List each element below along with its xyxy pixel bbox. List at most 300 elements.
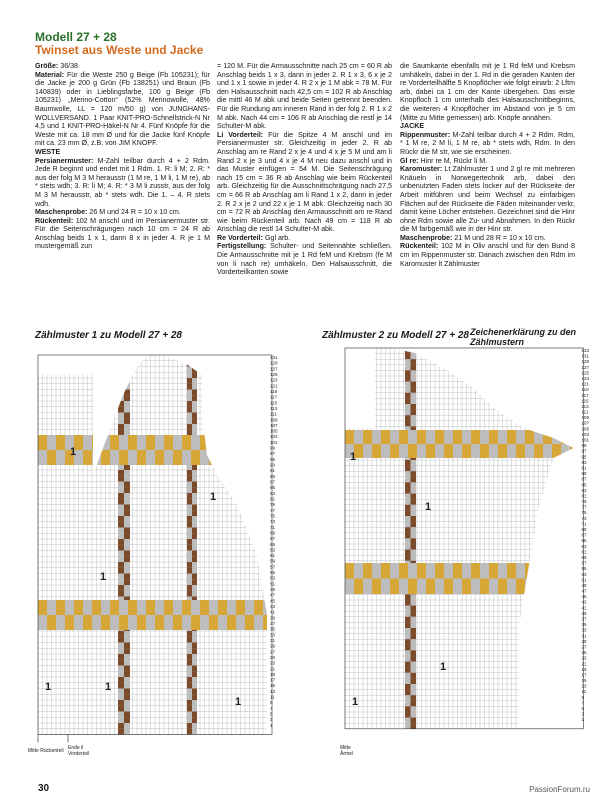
- row-number: 93: [270, 462, 276, 468]
- row-number: 23: [581, 655, 587, 661]
- row-number: 77: [270, 507, 276, 513]
- band-cell: [435, 444, 440, 458]
- stripe-cell: [405, 718, 411, 724]
- row-number: 67: [581, 532, 587, 538]
- row-number: 17: [270, 677, 276, 683]
- band-cell: [435, 563, 440, 579]
- stripe-cell: [405, 522, 411, 528]
- band-cell: [458, 563, 463, 579]
- stripe-cell: [405, 415, 411, 421]
- band-cell: [498, 444, 503, 458]
- row-number: 1: [270, 722, 273, 728]
- row-number: 21: [581, 661, 587, 667]
- row-number: 127: [581, 364, 590, 370]
- band-cell: [480, 579, 485, 595]
- stripe-cell: [411, 527, 417, 533]
- band-cell: [512, 563, 517, 579]
- row-number: 111: [581, 409, 589, 415]
- band-cell: [368, 430, 373, 444]
- row-number: 65: [581, 538, 587, 544]
- row-number: 27: [581, 644, 587, 650]
- band-cell: [395, 579, 400, 595]
- band-cell: [521, 579, 526, 595]
- stitch-marker: 1: [425, 501, 432, 513]
- stripe-cell: [405, 639, 411, 645]
- band-cell: [480, 430, 485, 444]
- band-cell: [503, 444, 508, 458]
- row-number: 49: [581, 582, 587, 588]
- band-cell: [431, 579, 436, 595]
- band-cell: [404, 444, 409, 458]
- row-number: 81: [270, 496, 276, 502]
- row-number: 59: [581, 554, 587, 560]
- stripe-cell: [411, 382, 417, 388]
- stripe-cell: [411, 628, 417, 634]
- text: 21 M und 28 R = 10 x 10 cm.: [454, 233, 546, 242]
- stripe-cell: [411, 370, 417, 376]
- page-number: 30: [38, 783, 50, 794]
- band-cell: [507, 563, 512, 579]
- band-cell: [521, 444, 526, 458]
- band-cell: [440, 563, 445, 579]
- band-cell: [422, 579, 427, 595]
- band-cell: [345, 444, 350, 458]
- row-number: 13: [581, 683, 587, 689]
- row-number: 13: [270, 688, 276, 694]
- band-cell: [530, 444, 535, 458]
- text: Schulter- und Seitennähte schließen. Die Armausschnitte mit je 1 Rd feM und Krebsm (fe M von li nach re) umhäkeln. Den Halsausschnitt, die Vorderteilkanten sowie: [217, 242, 392, 277]
- band-cell: [368, 563, 373, 579]
- band-cell: [476, 563, 481, 579]
- label: Rückenteil:: [35, 216, 74, 225]
- watermark: PassionForum.ru: [529, 785, 590, 794]
- text: 102 M in Oliv anschl und für den Bund 8 cm im Rippenmuster str. Danach zwischen den Rdm im Karomuster lt Zählmuster: [400, 242, 575, 268]
- band-cell: [345, 579, 350, 595]
- stitch-marker: 1: [45, 681, 52, 693]
- band-cell: [453, 579, 458, 595]
- text: Hinr re M, Rückr li M.: [420, 156, 488, 165]
- stripe-cell: [405, 516, 411, 522]
- band-cell: [503, 579, 508, 595]
- band-cell: [422, 563, 427, 579]
- stripe-cell: [405, 628, 411, 634]
- row-number: 63: [581, 543, 587, 549]
- stripe-cell: [411, 415, 417, 421]
- stripe-cell: [411, 544, 417, 550]
- row-number: 101: [270, 439, 278, 445]
- label: Rückenteil:: [400, 242, 439, 251]
- stripe-cell: [405, 656, 411, 662]
- band-cell: [485, 430, 490, 444]
- band-cell: [359, 563, 364, 579]
- stripe-cell: [411, 398, 417, 404]
- band-cell: [350, 563, 355, 579]
- row-number: 63: [270, 547, 276, 553]
- band-cell: [534, 444, 539, 458]
- stripe-cell: [405, 466, 411, 472]
- row-number: 45: [270, 598, 276, 604]
- stripe-cell: [405, 550, 411, 556]
- stripe-cell: [411, 555, 417, 561]
- band-cell: [489, 563, 494, 579]
- row-number: 15: [581, 678, 587, 684]
- label: Fertigstellung:: [217, 242, 267, 251]
- row-number: 55: [270, 570, 276, 576]
- row-number: 57: [581, 560, 587, 566]
- stripe-cell: [405, 606, 411, 612]
- row-number: 59: [270, 558, 276, 564]
- band-cell: [485, 579, 490, 595]
- band-cell: [377, 579, 382, 595]
- row-number: 95: [581, 454, 587, 460]
- stripe-cell: [411, 656, 417, 662]
- band-cell: [476, 444, 481, 458]
- stripe-cell: [411, 538, 417, 544]
- stripe-cell: [411, 421, 417, 427]
- band-cell: [494, 579, 499, 595]
- band-cell: [426, 430, 431, 444]
- label: Rippenmuster:: [400, 130, 451, 139]
- band-cell: [548, 444, 553, 458]
- band-cell: [512, 430, 517, 444]
- band-cell: [359, 430, 364, 444]
- stripe-cell: [411, 645, 417, 651]
- stripe-cell: [411, 376, 417, 382]
- band-cell: [485, 444, 490, 458]
- stripe-cell: [405, 555, 411, 561]
- band-cell: [426, 563, 431, 579]
- stripe-cell: [405, 673, 411, 679]
- stripe-cell: [411, 594, 417, 600]
- stripe-cell: [411, 477, 417, 483]
- band-cell: [422, 430, 427, 444]
- row-number: 105: [581, 426, 590, 432]
- stripe-cell: [411, 684, 417, 690]
- band-cell: [381, 444, 386, 458]
- stripe-cell: [411, 634, 417, 640]
- text: 36/38: [60, 62, 79, 70]
- row-number: 107: [581, 420, 590, 426]
- section-heading: WESTE: [35, 147, 61, 156]
- row-number: 41: [581, 605, 587, 611]
- band-cell: [480, 444, 485, 458]
- band-cell: [440, 579, 445, 595]
- row-number: 5: [581, 706, 585, 712]
- band-cell: [368, 579, 373, 595]
- band-cell: [516, 430, 521, 444]
- band-cell: [494, 563, 499, 579]
- stitch-marker: 1: [210, 491, 217, 503]
- stripe-cell: [405, 421, 411, 427]
- row-number: 77: [581, 504, 587, 510]
- band-cell: [476, 579, 481, 595]
- stripe-cell: [411, 639, 417, 645]
- band-cell: [372, 579, 377, 595]
- stripe-cell: [405, 387, 411, 393]
- text: die Saumkante ebenfalls mit je 1 Rd feM und Krebsm umhäkeln, dabei in der 1. Rd in die geraden Kanten der re Vorderteilhälfte 5 Knopflöcher wie folgt einarb: 2 Lftm arb, dabei ca 1 cm der Kante übergehen. Das erste Knopfloch 1 cm unterhalb des Halsausschnittbeginns, die weiteren 4 Knopflöcher im Abstand von je 5 cm (Mitte zu Mitte gemessen) arb. Knöpfe annähen.: [400, 62, 575, 122]
- stitch-marker: 1: [440, 661, 447, 673]
- stripe-cell: [405, 382, 411, 388]
- band-cell: [435, 579, 440, 595]
- band-cell: [444, 579, 449, 595]
- row-number: 89: [270, 473, 276, 479]
- stripe-cell: [411, 600, 417, 606]
- row-number: 47: [581, 588, 587, 594]
- row-number: 27: [270, 649, 276, 655]
- row-number: 71: [581, 521, 587, 527]
- band-cell: [467, 430, 472, 444]
- label: Material:: [35, 70, 65, 79]
- stripe-cell: [411, 404, 417, 410]
- band-cell: [467, 579, 472, 595]
- stripe-cell: [411, 678, 417, 684]
- chart2-mask-tl: [345, 348, 375, 428]
- band-cell: [395, 563, 400, 579]
- stripe-cell: [405, 393, 411, 399]
- stripe-cell: [405, 527, 411, 533]
- legend-title: Zeichenerklärung zu den Zählmustern: [470, 327, 577, 347]
- band-cell: [377, 430, 382, 444]
- model-title: Modell 27 + 28: [35, 30, 117, 44]
- band-cell: [458, 444, 463, 458]
- row-number: 89: [581, 471, 587, 477]
- row-number: 19: [270, 671, 276, 677]
- stripe-cell: [405, 723, 411, 729]
- band-cell: [408, 563, 413, 579]
- stripe-cell: [411, 611, 417, 617]
- band-cell: [435, 430, 440, 444]
- stripe-cell: [411, 471, 417, 477]
- row-number: 125: [581, 370, 590, 376]
- stripe-cell: [405, 695, 411, 701]
- band-cell: [368, 444, 373, 458]
- row-number: 103: [581, 431, 590, 437]
- row-number: 119: [581, 387, 589, 393]
- text: M-Zahl teilbar durch 4 + 2 Rdm. Jede R beginnt und endet mit 1 Rdm. 1. R: li M; 2. R: * aus der folg M 3 M herausstr (1 M re, 1 M li, 1 M re), ab * stets wdh; 3. R: li M; 4. R: * 3 M li zusstr, aus der folg M 3 M herausstr, ab * stets wdh. Die 1. – 4. R stets wdh.: [35, 156, 210, 208]
- row-number: 75: [270, 513, 276, 519]
- band-cell: [386, 444, 391, 458]
- row-number: 99: [581, 443, 587, 449]
- stripe-cell: [411, 673, 417, 679]
- band-cell: [417, 563, 422, 579]
- band-cell: [503, 430, 508, 444]
- stripe-cell: [405, 544, 411, 550]
- text: Für die Weste 250 g Beige (Fb 105231); für die Jacke je 200 g Grün (Fb 138251) und Braun (Fb 140839) oder in Lieblingsfarbe, 100 g Beige (Fb 105231) „Merino-Cotton“ (52% Merinowolle, 48% Baumwolle, LL = 120 m/50 g) von JUNGHANS-WOLLVERSAND. 1 Paar KNIT-PRO-Schnellstrick-N Nr 4,5 und 1 KNIT-PRO-Häkel-N Nr 4. Fünf Knöpfe für die Weste mit ca. 18 mm Ø und für die Jacke fünf Knöpfe mit ca. 23 mm Ø, z.B. von JIM KNOPF.: [35, 70, 210, 148]
- row-number: 69: [270, 530, 276, 536]
- band-cell: [498, 563, 503, 579]
- row-number: 7: [581, 700, 585, 706]
- band-cell: [413, 579, 418, 595]
- band-cell: [507, 579, 512, 595]
- row-number: 39: [581, 610, 587, 616]
- stripe-cell: [411, 667, 417, 673]
- band-cell: [471, 430, 476, 444]
- row-number: 127: [270, 366, 278, 372]
- stripe-cell: [405, 634, 411, 640]
- stripe-cell: [405, 645, 411, 651]
- stripe-cell: [405, 488, 411, 494]
- stripe-cell: [405, 690, 411, 696]
- band-cell: [512, 444, 517, 458]
- band-cell: [494, 430, 499, 444]
- band-cell: [525, 430, 530, 444]
- chart1-label-mitte: Mitte Rückenteil: [28, 748, 64, 754]
- row-number: 129: [581, 359, 590, 365]
- row-number: 113: [581, 403, 589, 409]
- stripe-cell: [411, 522, 417, 528]
- text: Für die Spitze 4 M anschl und im Persianermuster str. Gleichzeitig in jeder 2. R ab Anschlag am re Rand 2 x je 4 und 4 x je 5 M und am li Rand 2 x je 3 und 4 x je 4 M neu dazu anschl und in das Muster einfügen = 54 M. Die Seitenschrägung nach 15 cm = 36 R ab Anschlag wie beim Rückenteil arb. Gleichzeitig für die Ausschnittschrägung nach 27,5 cm = 66 R ab Anschlag am li Rand 1 x 2, dann in jeder 2. R 2 x je 2 und 22 x je 1 M abk. Gleichzeitig nach 30 cm = 72 R ab Anschlag den Armausschnitt am re Rand wie beim Rückenteil arb. Nach 49 cm = 118 R ab Anschlag die restl 14 Schulter-M abk.: [217, 130, 392, 234]
- band-cell: [444, 430, 449, 444]
- band-cell: [476, 430, 481, 444]
- stripe-cell: [405, 667, 411, 673]
- band-cell: [386, 579, 391, 595]
- stitch-marker: 1: [350, 451, 357, 463]
- chart2-label-mitte: Mitte Ärmel: [340, 745, 354, 757]
- band-cell: [453, 563, 458, 579]
- band-cell: [521, 563, 526, 579]
- row-number: 95: [270, 456, 276, 462]
- row-number: 55: [581, 566, 587, 572]
- band-cell: [395, 430, 400, 444]
- band-cell: [444, 563, 449, 579]
- row-number: 101: [581, 437, 590, 443]
- stripe-cell: [411, 533, 417, 539]
- stripe-cell: [411, 662, 417, 668]
- row-number: 73: [270, 519, 276, 525]
- stripe-cell: [405, 510, 411, 516]
- stripe-cell: [411, 354, 417, 360]
- band-cell: [426, 579, 431, 595]
- band-cell: [462, 563, 467, 579]
- band-cell: [408, 579, 413, 595]
- row-number: 3: [270, 717, 273, 723]
- stripe-cell: [405, 662, 411, 668]
- band-cell: [390, 430, 395, 444]
- band-cell: [539, 444, 544, 458]
- stitch-marker: 1: [352, 696, 359, 708]
- band-cell: [359, 444, 364, 458]
- band-cell: [372, 444, 377, 458]
- row-number: 49: [270, 587, 276, 593]
- stripe-cell: [411, 488, 417, 494]
- stripe-cell: [411, 499, 417, 505]
- row-number: 133: [581, 348, 590, 353]
- chart1-title: Zählmuster 1 zu Modell 27 + 28: [35, 330, 182, 341]
- text: = 120 M. Für die Armausschnitte nach 25 cm = 60 R ab Anschlag beids 1 x 3, dann in jeder 2. R 1 x 3, 6 x je 2 und 1 x 1 sowie in jeder 4. R 2 x je 1 M abk = 78 M. Für den Halsausschnitt nach 42,5 cm = 102 R ab Anschlag die mittl 46 M abk und beide Seiten getrennt beenden. Für die Rundung am inneren Rand in der folg 2. R 1 x 2 M abk. Nach 44 cm = 106 R ab Anschlag die restl je 14 Schulter-M abk.: [217, 62, 392, 131]
- text: Ggl arb.: [264, 233, 291, 242]
- row-number: 91: [270, 468, 276, 474]
- band-cell: [503, 563, 508, 579]
- stripe-cell: [405, 365, 411, 371]
- stripe-cell: [405, 684, 411, 690]
- band-cell: [444, 444, 449, 458]
- band-cell: [462, 444, 467, 458]
- row-number: 61: [581, 549, 587, 555]
- stripe-cell: [411, 701, 417, 707]
- chart2-title: Zählmuster 2 zu Modell 27 + 28: [322, 330, 469, 341]
- row-number: 105: [270, 428, 278, 434]
- band-cell: [440, 430, 445, 444]
- band-cell: [516, 444, 521, 458]
- stripe-cell: [411, 505, 417, 511]
- section-heading: JACKE: [400, 122, 425, 131]
- band-cell: [363, 563, 368, 579]
- row-number: 85: [270, 485, 276, 491]
- stripe-cell: [405, 477, 411, 483]
- row-number: 45: [581, 594, 587, 600]
- row-number: 33: [581, 627, 587, 633]
- text: M-Zahl teilbar durch 4 + 2 Rdm. Rdm, * 1 M re, 2 M li, 1 M re, ab * stets wdh, Rdm. In den Rückr die M str, wie sie erscheinen.: [400, 130, 575, 156]
- row-number: 21: [270, 666, 276, 672]
- stripe-cell: [411, 387, 417, 393]
- row-number: 115: [270, 400, 278, 406]
- stripe-cell: [411, 718, 417, 724]
- stripe-cell: [405, 650, 411, 656]
- stripe-cell: [405, 370, 411, 376]
- row-number: 93: [581, 459, 587, 465]
- band-cell: [354, 430, 359, 444]
- stripe-cell: [405, 622, 411, 628]
- row-number: 29: [581, 638, 587, 644]
- band-cell: [399, 579, 404, 595]
- band-cell: [399, 444, 404, 458]
- row-number: 29: [270, 643, 276, 649]
- band-cell: [363, 430, 368, 444]
- stripe-cell: [405, 499, 411, 505]
- band-cell: [449, 563, 454, 579]
- band-cell: [512, 579, 517, 595]
- band-cell: [489, 430, 494, 444]
- band-cell: [408, 444, 413, 458]
- band-cell: [552, 444, 557, 458]
- band-cell: [363, 444, 368, 458]
- stripe-cell: [405, 678, 411, 684]
- stripe-cell: [411, 359, 417, 365]
- row-number: 109: [581, 415, 590, 421]
- stripe-cell: [405, 404, 411, 410]
- row-number: 57: [270, 564, 276, 570]
- row-number: 19: [581, 666, 587, 672]
- label: Größe:: [35, 62, 59, 70]
- band-cell: [431, 563, 436, 579]
- row-number: 111: [270, 411, 277, 417]
- row-number: 35: [270, 626, 276, 632]
- row-number: 51: [581, 577, 587, 583]
- band-cell: [449, 430, 454, 444]
- stitch-marker: 1: [105, 681, 112, 693]
- row-number: 61: [270, 553, 276, 559]
- stitch-marker: 1: [235, 696, 242, 708]
- band-cell: [395, 444, 400, 458]
- band-cell: [489, 444, 494, 458]
- band-cell: [426, 444, 431, 458]
- band-cell: [422, 444, 427, 458]
- band-cell: [381, 563, 386, 579]
- band-cell: [413, 563, 418, 579]
- stripe-cell: [411, 695, 417, 701]
- row-number: 33: [270, 632, 276, 638]
- stripe-cell: [411, 482, 417, 488]
- band-cell: [390, 563, 395, 579]
- row-number: 31: [270, 637, 276, 643]
- band-cell: [377, 563, 382, 579]
- stripe-cell: [405, 706, 411, 712]
- stripe-cell: [411, 393, 417, 399]
- stripe-cell: [411, 550, 417, 556]
- label: Gl re:: [400, 156, 419, 165]
- band-cell: [462, 579, 467, 595]
- stripe-cell: [411, 410, 417, 416]
